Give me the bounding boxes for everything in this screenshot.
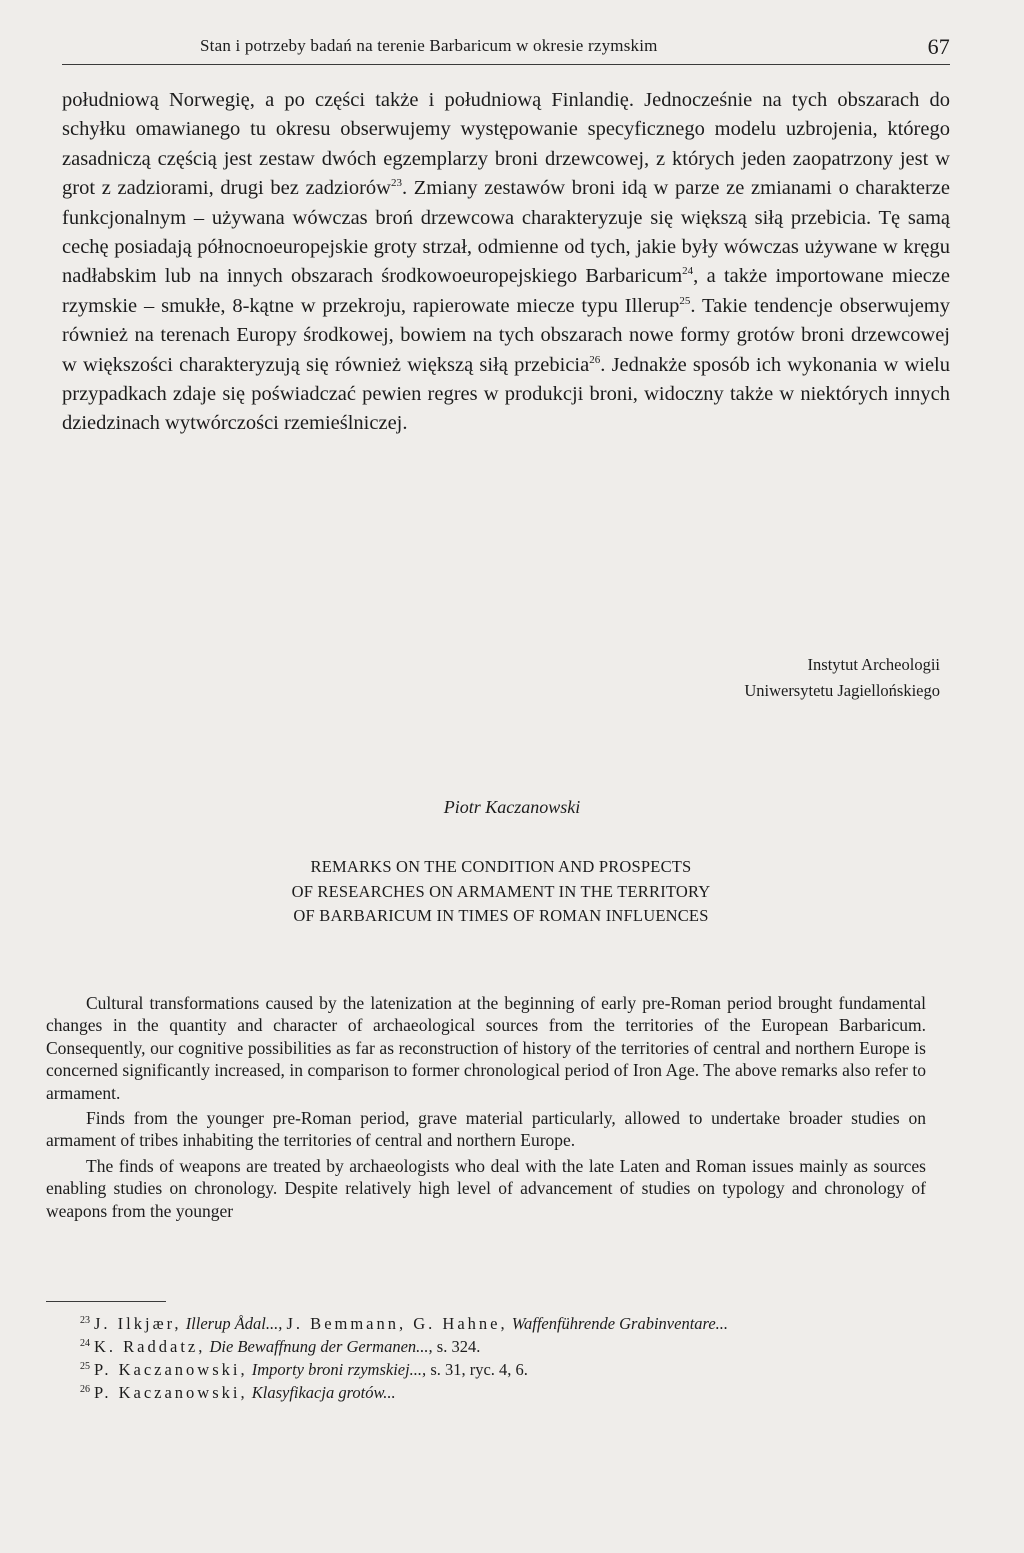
- title-line: OF RESEARCHES ON ARMAMENT IN THE TERRITORY: [291, 881, 711, 901]
- header-rule: [62, 64, 950, 65]
- footnote-26: [80, 1381, 940, 1404]
- page-number: 67: [927, 34, 950, 59]
- footnote-pages: s. 31, ryc. 4, 6.: [430, 1360, 528, 1379]
- footnote-pages: s. 324.: [436, 1337, 481, 1356]
- text-run: południową Norwegię, a po części także i południową Finlandię. Jednocześnie na tych obszarach do schyłku omawianego tu okresu obserwujemy występowanie specyficznego modelu uzbrojenia, którego zasadniczą częścią jest zestaw dwóch egzemplarzy broni drzewcowej, z których jeden zaopatrzony jest w grot z zadziorami, drugi bez zadziorów: [62, 89, 950, 200]
- footnote-ref-25[interactable]: 25: [679, 295, 691, 308]
- english-title: [0, 855, 1002, 929]
- summary-paragraph: Cultural transformations caused by the latenization at the beginning of early pre-Roman period brought fundamental changes in the quantity and character of archaeological sources from the territories of the European Barbaricum. Consequently, our cognitive possibilities as far as reconstruction of history of the territories of central and northern Europe is concerned significantly increased, in comparison to former chronological period of Iron Age. The above remarks also refer to armament.: [46, 993, 926, 1103]
- footnote-number: 23: [80, 1314, 90, 1326]
- summary-paragraph: The finds of weapons are treated by archaeologists who deal with the late Laten and Roman issues mainly as sources enabling studies on chronology. Despite relatively high level of advancement of studies on typology and chronology of weapons from the younger: [46, 1155, 926, 1221]
- footnote-work: Importy broni rzymskiej...,: [251, 1360, 427, 1379]
- footnote-ref-23[interactable]: 23: [390, 177, 402, 190]
- main-text: [62, 86, 950, 439]
- footnote-ref-24[interactable]: 24: [682, 265, 694, 278]
- title-line: OF BARBARICUM IN TIMES OF ROMAN INFLUENCES: [293, 906, 709, 925]
- text-run: , a także importowane miecze rzymskie – smukłe, 8-kątne w przekroju, rapierowate miecze typu Illerup: [62, 265, 951, 317]
- footnote-24: [80, 1335, 940, 1358]
- footnote-author: P. Kaczanowski,: [94, 1383, 248, 1402]
- footnote-author: P. Kaczanowski,: [94, 1360, 248, 1379]
- title-line: REMARKS ON THE CONDITION AND PROSPECTS: [310, 857, 692, 876]
- footnote-work: Waffenführende Grabinventare...: [511, 1314, 729, 1333]
- text-run: . Jednakże sposób ich wykonania w wielu przypadkach zdaje się poświadczać pewien regres w produkcji broni, widoczny także w niektórych innych dziedzinach wytwórczości rzemieślniczej.: [62, 353, 951, 435]
- footnotes: [80, 1312, 940, 1404]
- footnote-author: J. Bemmann, G. Hahne,: [286, 1314, 508, 1333]
- text-run: . Takie tendencje obserwujemy również na terenach Europy środkowej, bowiem na tych obszarach nowe formy grotów broni drzewcowej w większości charakteryzują się również większą siłą przebicia: [62, 294, 950, 376]
- footnote-work: Klasyfikacja grotów...: [251, 1383, 396, 1402]
- affiliation-line: Uniwersytetu Jagiellońskiego: [744, 681, 940, 700]
- footnote-author: K. Raddatz,: [94, 1337, 206, 1356]
- footnote-author: J. Ilkjær,: [94, 1314, 182, 1333]
- main-paragraph: [62, 86, 950, 439]
- english-summary: [46, 992, 926, 1222]
- summary-paragraph: Finds from the younger pre-Roman period, grave material particularly, allowed to undertake broader studies on armament of tribes inhabiting the territories of central and northern Europe.: [46, 1108, 926, 1151]
- footnote-23: [80, 1312, 940, 1335]
- footnote-25: [80, 1358, 940, 1381]
- footnote-number: 26: [80, 1383, 90, 1395]
- footnote-number: 24: [80, 1337, 90, 1349]
- running-title: Stan i potrzeby badań na terenie Barbaricum w okresie rzymskim: [200, 36, 658, 55]
- affiliation: [600, 652, 940, 704]
- footnote-ref-26[interactable]: 26: [589, 353, 601, 366]
- text-run: . Zmiany zestawów broni idą w parze ze zmianami o charakterze funkcjonalnym – używana wówczas broń drzewcowa charakteryzuje się większą siłą przebicia. Tę samą cechę posiadają północnoeuropejskie groty strzał, odmienne od tych, jakie były wówczas używane w kręgu nadłabskim lub na innych obszarach środkowoeuropejskiego Barbaricum: [62, 177, 950, 288]
- author-name: Piotr Kaczanowski: [443, 797, 581, 817]
- footnote-work: Die Bewaffnung der Germanen...,: [209, 1337, 433, 1356]
- footnote-rule: [46, 1301, 166, 1302]
- footnote-number: 25: [80, 1360, 90, 1372]
- footnote-work: Illerup Ådal...,: [185, 1314, 283, 1333]
- affiliation-line: Instytut Archeologii: [807, 655, 940, 674]
